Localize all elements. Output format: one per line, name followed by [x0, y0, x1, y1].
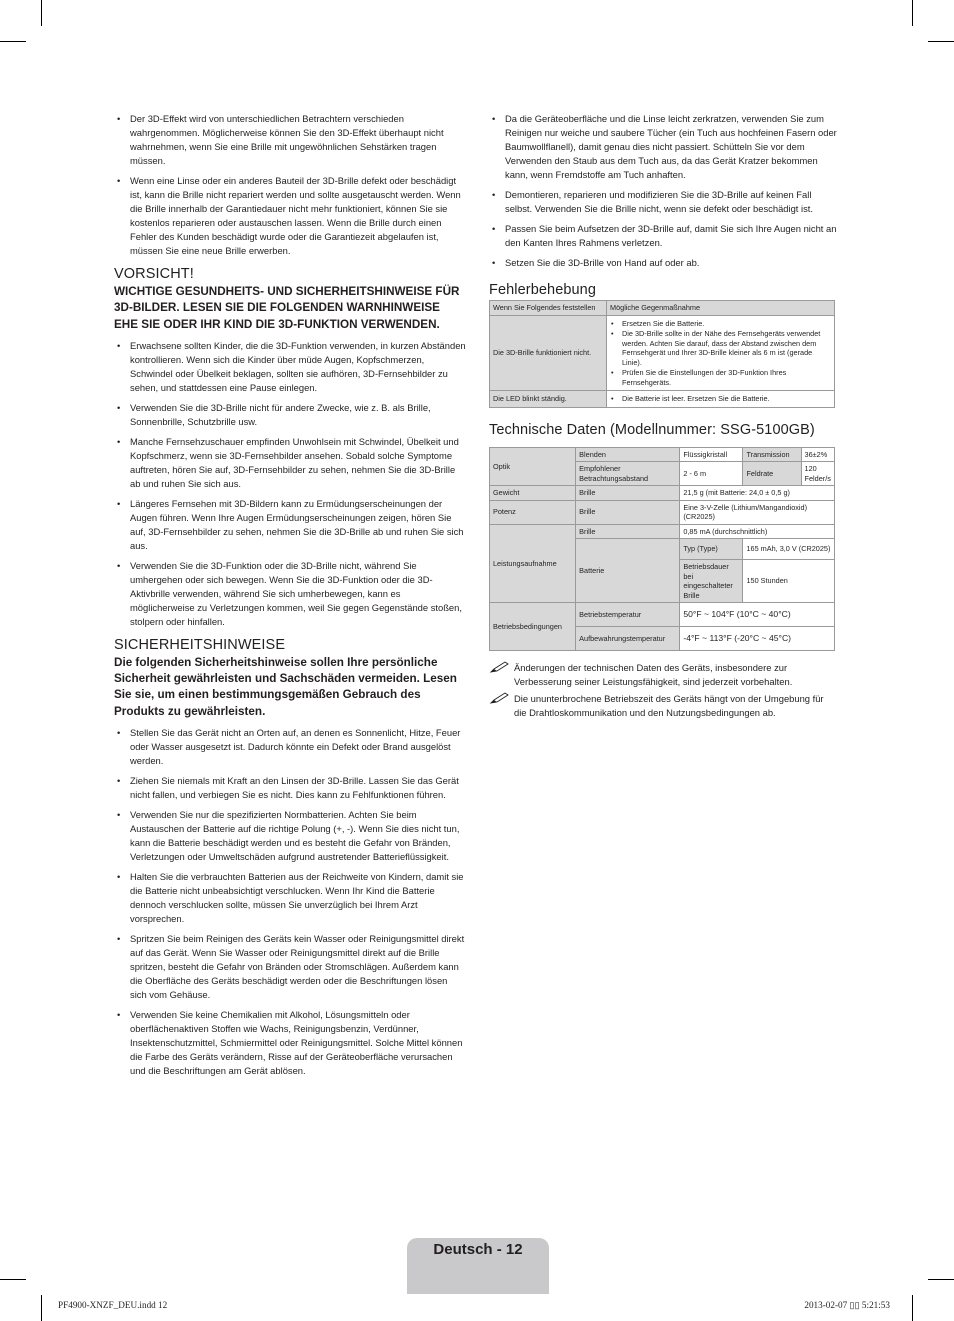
sicherheit-heading: SICHERHEITSHINWEISE [114, 636, 286, 653]
spec-label: Feldrate [743, 462, 801, 486]
spec-value: 165 mAh, 3,0 V (CR2025) [743, 539, 835, 560]
table-row [490, 315, 835, 391]
spec-label: Brille [576, 500, 680, 524]
spec-label: Blenden [576, 447, 680, 462]
table-row [490, 603, 835, 627]
list-item: • Wenn eine Linse oder ein anderes Bauteil der 3D-Brille defekt oder beschädigt ist, kann die Brille nicht repariert werden und sollte ausgetauscht werden. Wenn die Brille innerhalb der Garantiedauer nicht mehr funktioniert, können Sie sie kostenlos reparieren oder austauschen lassen. Wenn die Brille durch einen Fehler des Kunden beschädigt wurde oder die Garantiezeit abgelaufen ist, müssen Sie eine neue Brille erwerben. [114, 174, 466, 258]
right-bullet-list [489, 112, 837, 270]
table-row [490, 524, 835, 539]
right-column [489, 112, 837, 723]
crop-mark [0, 1279, 26, 1280]
list-item: • Ersetzen Sie die Batterie. [610, 319, 831, 329]
table-cell-problem: Die 3D-Brille funktioniert nicht. [490, 315, 607, 391]
spec-value: 120 Felder/s [801, 462, 834, 486]
spec-label: Brille [576, 524, 680, 539]
list-item: • Da die Geräteoberfläche und die Linse leicht zerkratzen, verwenden Sie zum Reinigen nur weiche und saubere Tücher (ein Tuch aus hochfeinen Fasern oder Baumwollflanell), damit genau dies nicht passiert. Schütteln Sie vor dem Verwenden den Staub aus dem Tuch aus, da das Gerät Kratzer bekommen kann, wenn Fremdstoffe am Tuch anhaften. [489, 112, 837, 182]
crop-mark [0, 41, 26, 42]
list-item: • Halten Sie die verbrauchten Batterien aus der Reichweite von Kindern, damit sie die Batterie nicht unbeabsichtigt verschlucken. Wenn Ihr Kind die Batterie dennoch verschlucken sollte, müssen Sie unverzüglich bei Ihrem Arzt vorsprechen. [114, 870, 466, 926]
spec-label: Transmission [743, 447, 801, 462]
list-item: • Spritzen Sie beim Reinigen des Geräts kein Wasser oder Reinigungsmittel direkt auf das Gerät. Wenn Sie Wasser oder Reinigungsmittel direkt auf die Brille spritzen, besteht die Gefahr von Bränden oder Stromschlägen. Außerdem kann die Oberfläche des Geräts beschädigt werden oder die Beschriftungen lösen sich vom Gehäuse. [114, 932, 466, 1002]
spec-value: 150 Stunden [743, 560, 835, 603]
notes [489, 661, 837, 720]
troubleshooting-table [489, 300, 835, 408]
spec-label: Betriebstemperatur [576, 603, 680, 627]
spec-label: Betriebsdauer bei eingeschalteter Brille [680, 560, 743, 603]
list-item: • Die 3D-Brille sollte in der Nähe des Fernsehgeräts verwendet werden. Achten Sie darauf, dass der Abstand zwischen dem Fernsehgerät und Ihrer 3D-Brille kleiner als 6 m ist (gerade Linie). [610, 329, 831, 367]
table-row [490, 486, 835, 501]
spec-value: -4°F ~ 113°F (-20°C ~ 45°C) [680, 627, 835, 651]
vorsicht-warning: WICHTIGE GESUNDHEITS- UND SICHERHEITSHINWEISE FÜR 3D-BILDER. LESEN SIE DIE FOLGENDEN WARNHINWEISE EHE SIE ODER IHR KIND DIE 3D-FUNKTION VERWENDEN. [114, 285, 460, 331]
table-cell-actions [607, 315, 835, 391]
list-item: • Der 3D-Effekt wird von unterschiedlichen Betrachtern verschieden wahrgenommen. Möglicherweise können Sie den 3D-Effekt überhaupt nicht wahrnehmen, wenn Sie eine Brille mit ungewöhnlichen Sehstärken tragen müssen. [114, 112, 466, 168]
list-item: • Ziehen Sie niemals mit Kraft an den Linsen der 3D-Brille. Lassen Sie das Gerät nicht fallen, und verbiegen Sie es nicht. Dies kann zu Fehlfunktionen führen. [114, 774, 466, 802]
left-column [114, 112, 466, 1084]
list-item: • Stellen Sie das Gerät nicht an Orten auf, an denen es Sonnenlicht, Hitze, Feuer oder Wasser ausgesetzt ist. Dadurch könnte ein Defekt oder Brand ausgelöst werden. [114, 726, 466, 768]
list-item: • Passen Sie beim Aufsetzen der 3D-Brille auf, damit Sie sich Ihre Augen nicht an den Kanten Ihres Rahmens verletzen. [489, 222, 837, 250]
list-item: • Erwachsene sollten Kinder, die die 3D-Funktion verwenden, in kurzen Abständen kontrollieren. Wenn sich die Kinder über müde Augen, Kopfschmerzen, Schwindel oder Übelkeit beklagen, sollten sie aufhören, 3D-Fernsehbilder zu sehen, und stattdessen eine Pause einlegen. [114, 339, 466, 395]
spec-value: Eine 3-V-Zelle (Lithium/Mangandioxid) (CR2025) [680, 500, 835, 524]
note-text: Die ununterbrochene Betriebszeit des Geräts hängt von der Umgebung für die Drahtloskommunikation und den Nutzungsbedingungen ab. [514, 693, 824, 718]
spec-label: Typ (Type) [680, 539, 743, 560]
crop-mark [41, 1295, 42, 1321]
technische-daten-heading: Technische Daten (Modellnummer: SSG-5100GB) [489, 421, 815, 438]
crop-mark [912, 1295, 913, 1321]
note-item [489, 661, 837, 689]
spec-value: 36±2% [801, 447, 834, 462]
crop-mark [928, 41, 954, 42]
fehlerbehebung-heading: Fehlerbehebung [489, 282, 597, 298]
list-item: • Die Batterie ist leer. Ersetzen Sie die Batterie. [610, 394, 831, 404]
note-pen-icon [489, 691, 511, 705]
spec-value: Flüssigkristall [680, 447, 743, 462]
note-pen-icon [489, 660, 511, 674]
spec-label: Empfohlener Betrachtungsabstand [576, 462, 680, 486]
sicherheit-bullet-list [114, 726, 466, 1078]
table-row [490, 500, 835, 524]
spec-value: 2 - 6 m [680, 462, 743, 486]
table-header-row [490, 301, 835, 316]
spec-label: Batterie [576, 539, 680, 603]
crop-mark [928, 1279, 954, 1280]
spec-label: Leistungsaufnahme [490, 524, 576, 603]
table-row [490, 447, 835, 462]
table-cell-problem: Die LED blinkt ständig. [490, 391, 607, 408]
spec-label: Aufbewahrungstemperatur [576, 627, 680, 651]
list-item: • Verwenden Sie nur die spezifizierten Normbatterien. Achten Sie beim Austauschen der Batterie auf die richtige Polung (+, -). Wenn Sie dies nicht tun, kann die Batterie beschädigt werden und es besteht die Gefahr von Bränden, Verletzungen oder Umweltschäden aufgrund austretender Batterieflüssigkeit. [114, 808, 466, 864]
note-text: Änderungen der technischen Daten des Geräts, insbesondere zur Verbesserung seiner Leistungsfähigkeit, sind jederzeit vorbehalten. [514, 662, 793, 687]
spec-label: Optik [490, 447, 576, 486]
specs-table [489, 447, 835, 652]
spec-label: Gewicht [490, 486, 576, 501]
note-item [489, 692, 837, 720]
vorsicht-bullet-list [114, 339, 466, 629]
crop-mark [41, 0, 42, 26]
crop-mark [912, 0, 913, 26]
table-row [490, 391, 835, 408]
vorsicht-heading: VORSICHT! [114, 266, 194, 282]
spec-value: 0,85 mA (durchschnittlich) [680, 524, 835, 539]
sicherheit-intro: Die folgenden Sicherheitshinweise sollen Ihre persönliche Sicherheit gewährleisten und Sachschäden vermeiden. Lesen Sie sie, um einen bestimmungsgemäßen Gebrauch des Produkts zu gewährleisten. [114, 655, 457, 718]
list-item: • Verwenden Sie die 3D-Funktion oder die 3D-Brille nicht, während Sie umhergehen oder sich bewegen. Wenn Sie die 3D-Funktion oder die 3D-Aktivbrille verwenden, während Sie sich umherbewegen, kann es möglicherweise zu Verletzungen kommen, weil Sie gegen Gegenstände stoßen, stolpern oder hinfallen. [114, 559, 466, 629]
list-item: • Längeres Fernsehen mit 3D-Bildern kann zu Ermüdungserscheinungen der Augen führen. Wenn Ihre Augen Ermüdungserscheinungen zeigen, hören Sie auf, 3D-Fernsehbilder zu sehen, nehmen Sie die 3D-Brille ab und ruhen Sie sich aus. [114, 497, 466, 553]
spec-label: Potenz [490, 500, 576, 524]
list-item: • Manche Fernsehzuschauer empfinden Unwohlsein mit Schwindel, Übelkeit und Kopfschmerz, wenn sie 3D-Fernsehbilder ansehen. Sobald solche Symptome auftreten, hören Sie auf, 3D-Fernsehbilder zu sehen, nehmen Sie die 3D-Brille ab und ruhen Sie sich aus. [114, 435, 466, 491]
list-item: • Demontieren, reparieren und modifizieren Sie die 3D-Brille auf keinen Fall selbst. Verwenden Sie die Brille nicht, wenn sie defekt oder beschädigt ist. [489, 188, 837, 216]
spec-label: Betriebsbedingungen [490, 603, 576, 651]
spec-value: 50°F ~ 104°F (10°C ~ 40°C) [680, 603, 835, 627]
print-slug-file: PF4900-XNZF_DEU.indd 12 [58, 1300, 168, 1310]
intro-bullet-list [114, 112, 466, 258]
page-number-label: Deutsch - 12 [433, 1241, 523, 1258]
spec-label: Brille [576, 486, 680, 501]
table-header-cell: Mögliche Gegenmaßnahme [607, 301, 835, 316]
table-header-cell: Wenn Sie Folgendes feststellen [490, 301, 607, 316]
list-item: • Prüfen Sie die Einstellungen der 3D-Funktion Ihres Fernsehgeräts. [610, 368, 831, 387]
list-item: • Verwenden Sie die 3D-Brille nicht für andere Zwecke, wie z. B. als Brille, Sonnenbrille, Schutzbrille usw. [114, 401, 466, 429]
print-slug-date: 2013-02-07 ▯▯ 5:21:53 [804, 1300, 890, 1310]
table-cell-actions [607, 391, 835, 408]
list-item: • Verwenden Sie keine Chemikalien mit Alkohol, Lösungsmitteln oder oberflächenaktiven Stoffen wie Wachs, Reinigungsbenzin, Verdünner, Insektenschutzmittel, Schmiermittel oder Reinigungsmittel. Solche Mittel können die Farbe des Geräts verändern, Risse auf der Geräteoberfläche verursachen und die Beschriftungen am Gerät ablösen. [114, 1008, 466, 1078]
spec-value: 21,5 g (mit Batterie: 24,0 ± 0,5 g) [680, 486, 835, 501]
list-item: • Setzen Sie die 3D-Brille von Hand auf oder ab. [489, 256, 837, 270]
